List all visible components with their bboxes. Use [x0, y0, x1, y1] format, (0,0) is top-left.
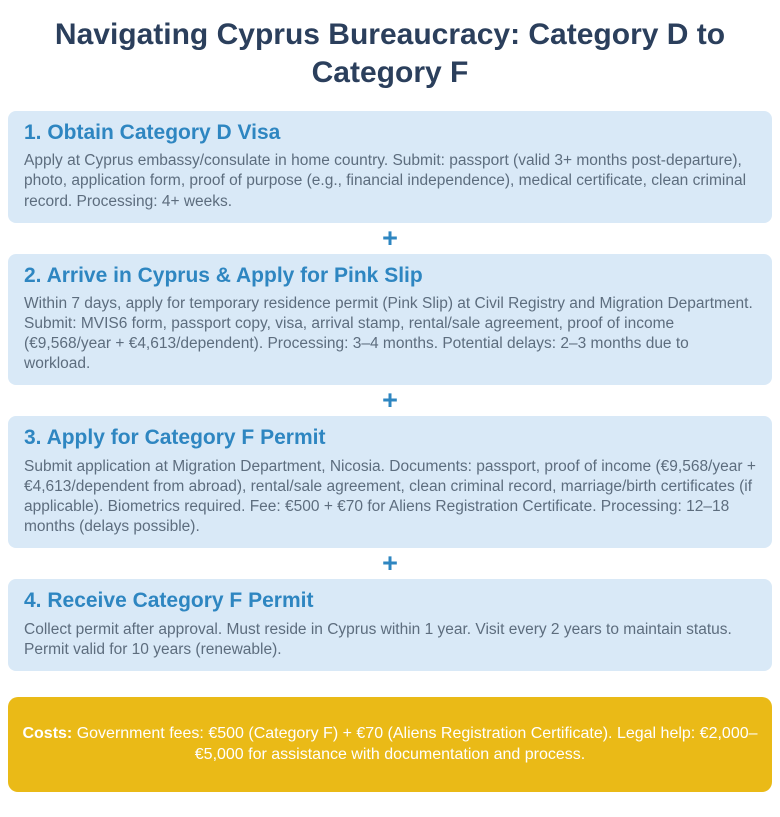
plus-icon: + — [382, 548, 398, 579]
step-heading: 3. Apply for Category F Permit — [24, 426, 326, 450]
step-body: Within 7 days, apply for temporary residence permit (Pink Slip) at Civil Registry and Migration Department. Submit: MVIS6 form, passport copy, visa, arrival stamp, rental/sale agreement, proof of income (€9,568/year + €4,613/dependent). Processing: 3–4 months. Potential delays: 2–3 months due to workload. — [24, 294, 753, 373]
plus-separator — [0, 385, 780, 416]
page-title: Navigating Cyprus Bureaucracy: Category D to Category F — [54, 18, 726, 89]
step-heading: 1. Obtain Category D Visa — [24, 121, 281, 144]
step-card-2 — [8, 254, 772, 386]
step-card-4 — [8, 579, 772, 671]
step-body: Apply at Cyprus embassy/consulate in home country. Submit: passport (valid 3+ months post-departure), photo, application form, proof of purpose (e.g., financial independence), medical certificate, clean criminal record. Processing: 4+ weeks. — [24, 152, 747, 210]
costs-text: Government fees: €500 (Category F) + €70 (Aliens Registration Certificate). Legal help: €2,000–€5,000 for assistance with documentation and process. — [76, 724, 758, 763]
plus-separator — [0, 223, 780, 254]
step-body: Submit application at Migration Department, Nicosia. Documents: passport, proof of income (€9,568/year + €4,613/dependent from abroad), rental/sale agreement, clean criminal record, marriage/birth certificates (if applicable). Biometrics required. Fee: €500 + €70 for Aliens Registration Certificate. Processing: 12–18 months (delays possible). — [24, 457, 756, 536]
step-card-3 — [8, 416, 772, 548]
plus-separator — [0, 548, 780, 579]
plus-icon: + — [382, 222, 398, 253]
plus-icon: + — [382, 385, 398, 416]
step-card-1 — [8, 111, 772, 223]
step-body: Collect permit after approval. Must reside in Cyprus within 1 year. Visit every 2 years to maintain status. Permit valid for 10 years (renewable). — [24, 620, 732, 658]
step-heading: 2. Arrive in Cyprus & Apply for Pink Slip — [24, 263, 423, 287]
costs-banner — [8, 697, 772, 793]
step-heading: 4. Receive Category F Permit — [24, 589, 314, 613]
infographic-page — [0, 16, 780, 817]
costs-label: Costs: — [22, 724, 73, 742]
